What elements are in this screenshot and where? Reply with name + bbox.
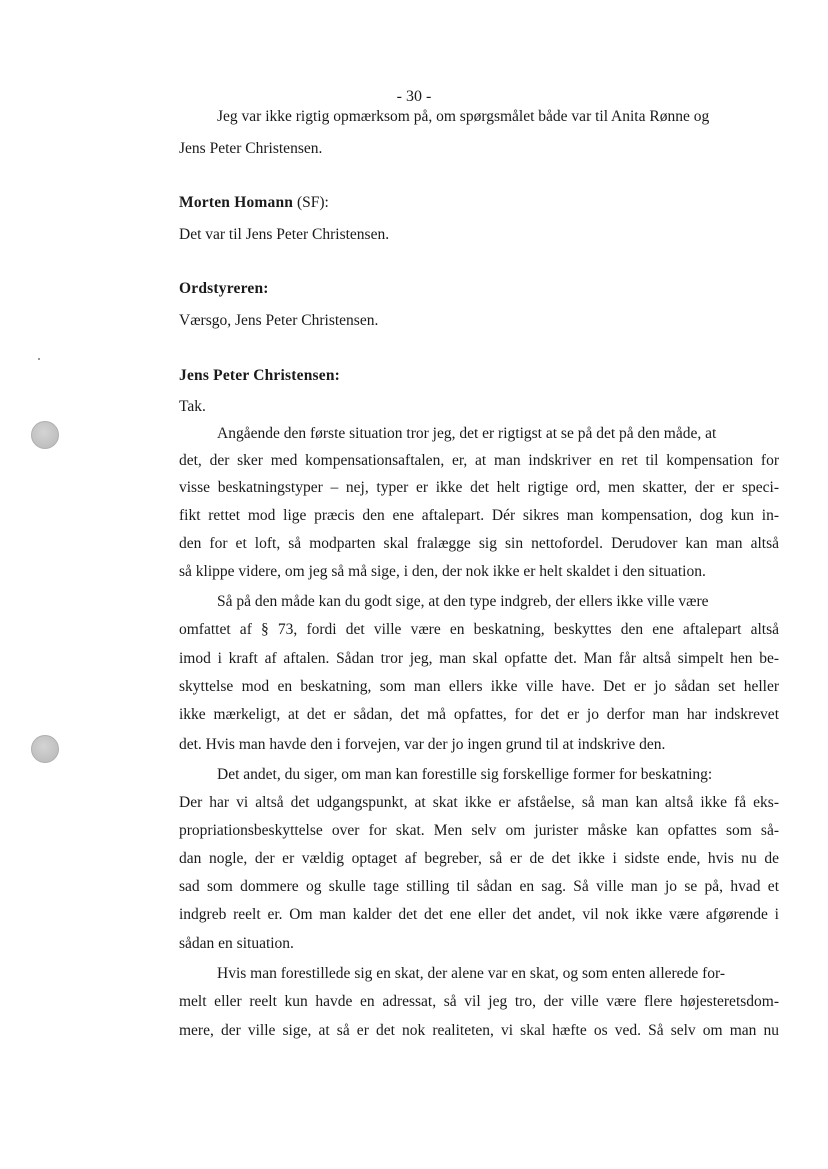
text-line	[179, 451, 779, 471]
text-line-content: Værsgo, Jens Peter Christensen.	[179, 312, 379, 329]
text-line	[179, 107, 817, 127]
speaker-party: (SF):	[293, 194, 329, 211]
text-line-content: ikke mærkeligt, at det er sådan, det må opfattes, for det er jo derfor man har indskrevet	[179, 706, 779, 723]
text-line-content: Angående den første situation tror jeg, det er rigtigst at se på det på den måde, at	[217, 425, 717, 442]
text-line	[179, 139, 779, 159]
text-line-content: det. Hvis man havde den i forvejen, var der jo ingen grund til at indskrive den.	[179, 736, 666, 753]
text-line-content: Jens Peter Christensen.	[179, 140, 323, 157]
speaker-name: Ordstyreren:	[179, 280, 269, 297]
text-line	[179, 992, 779, 1012]
text-line	[179, 534, 779, 554]
text-line-content: fikt rettet mod lige præcis den ene aftalepart. Dér sikres man kompensation, dog kun in-	[179, 507, 779, 524]
text-line	[179, 793, 779, 813]
text-line-content: melt eller reelt kun havde en adressat, så vil jeg tro, der ville være flere højesteretsdom-	[179, 993, 779, 1010]
text-line	[179, 705, 779, 725]
text-line-content: Tak.	[179, 398, 206, 415]
punch-hole-bottom	[31, 735, 59, 763]
text-line	[179, 424, 817, 444]
text-line	[179, 821, 779, 841]
text-line	[179, 506, 779, 526]
text-line-content: Det andet, du siger, om man kan forestille sig forskellige former for beskatning:	[217, 766, 713, 783]
text-line-content: det, der sker med kompensationsaftalen, er, at man indskriver en ret til kompensation for	[179, 452, 779, 469]
text-line	[179, 849, 779, 869]
text-line	[179, 964, 817, 984]
text-line	[179, 735, 779, 755]
speaker-line	[179, 193, 779, 213]
speck-mark	[38, 358, 40, 360]
text-line-content: imod i kraft af aftalen. Sådan tror jeg, man skal opfatte det. Man får altså simpelt hen be-	[179, 650, 779, 667]
text-line	[179, 677, 779, 697]
text-line-content: så klippe videre, om jeg så må sige, i den, der nok ikke er helt skaldet i den situation.	[179, 563, 706, 580]
text-line	[179, 1021, 779, 1041]
text-line-content: den for et loft, så modparten skal fralægge sig sin nettofordel. Derudover kan man altså	[179, 535, 779, 552]
page-number: - 30 -	[396, 88, 432, 105]
text-line-content: propriationsbeskyttelse over for skat. Men selv om jurister måske kan opfattes som så-	[179, 822, 779, 839]
text-line	[179, 905, 779, 925]
speaker-name: Jens Peter Christensen:	[179, 367, 341, 384]
speaker-line	[179, 366, 779, 386]
text-line-content: indgreb reelt er. Om man kalder det det ene eller det andet, vil nok ikke være afgørende i	[179, 906, 779, 923]
speaker-name: Morten Homann	[179, 194, 294, 211]
text-line-content: Det var til Jens Peter Christensen.	[179, 226, 390, 243]
text-line	[179, 620, 779, 640]
text-line	[179, 592, 817, 612]
text-line-content: visse beskatningstyper – nej, typer er ikke det helt rigtige ord, men skatter, der er speci-	[179, 479, 779, 496]
text-line-content: Så på den måde kan du godt sige, at den type indgreb, der ellers ikke ville være	[217, 593, 709, 610]
text-line	[179, 562, 779, 582]
text-line-content: omfattet af § 73, fordi det ville være en beskatning, beskyttes den ene aftalepart altså	[179, 621, 779, 638]
text-line-content: Hvis man forestillede sig en skat, der alene var en skat, og som enten allerede for-	[217, 965, 725, 982]
text-line-content: sådan en situation.	[179, 935, 294, 952]
text-line-content: skyttelse mod en beskatning, som man ellers ikke ville have. Det er jo sådan set heller	[179, 678, 779, 695]
text-line-content: sad som dommere og skulle tage stilling til sådan en sag. Så ville man jo se på, hvad et	[179, 878, 779, 895]
text-line-content: dan nogle, der er vældig optaget af begreber, så er de det ikke i sidste ende, hvis nu de	[179, 850, 779, 867]
speaker-line	[179, 279, 779, 299]
text-line	[179, 311, 779, 331]
text-line	[179, 649, 779, 669]
text-line	[179, 478, 779, 498]
text-line-content: Der har vi altså det udgangspunkt, at skat ikke er afståelse, så man kan altså ikke få eks-	[179, 794, 779, 811]
punch-hole-top	[31, 421, 59, 449]
text-line	[179, 397, 779, 417]
text-line	[179, 765, 817, 785]
text-line-content: Jeg var ikke rigtig opmærksom på, om spørgsmålet både var til Anita Rønne og	[217, 108, 710, 125]
text-line-content: mere, der ville sige, at så er det nok realiteten, vi skal hæfte os ved. Så selv om man nu	[179, 1022, 779, 1039]
text-line	[179, 225, 779, 245]
text-line	[179, 877, 779, 897]
text-line	[179, 934, 779, 954]
